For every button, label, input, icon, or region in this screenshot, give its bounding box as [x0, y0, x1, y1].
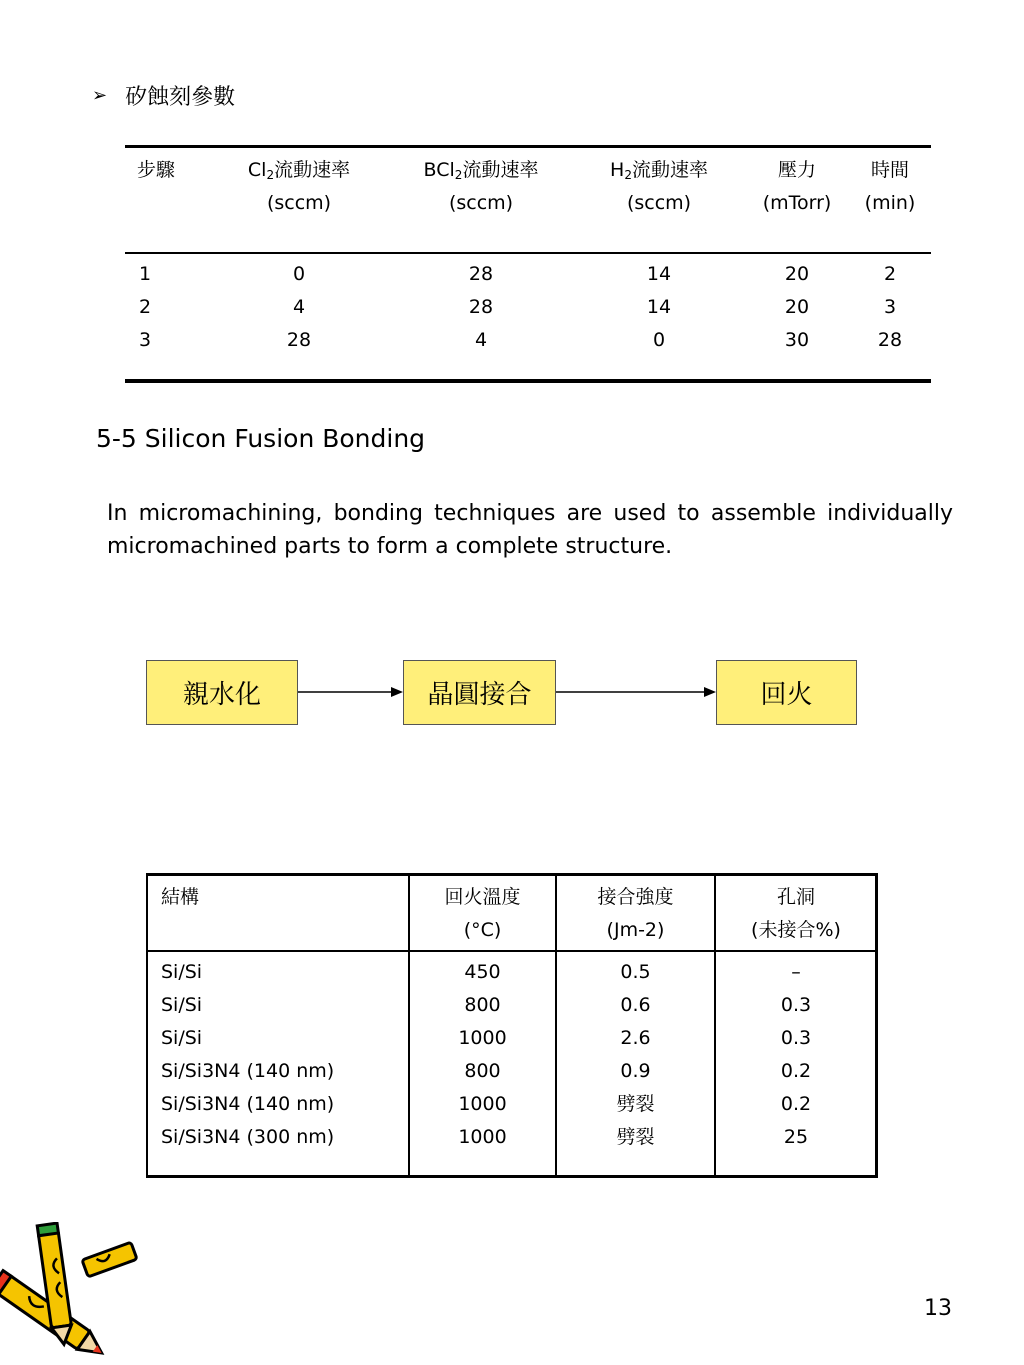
header-voids: 孔洞 (未接合%)	[751, 886, 841, 941]
pencils-icon	[0, 1222, 140, 1362]
arrow-head-2	[704, 687, 716, 697]
header-structure: 結構	[161, 886, 200, 908]
header-time: 時間 (min)	[864, 159, 916, 214]
header-step: 步驟	[137, 159, 176, 181]
column-h2-values: 14 14 0	[646, 263, 672, 351]
page-number: 13	[924, 1296, 952, 1321]
bonding-results-table	[146, 873, 878, 1178]
section-title: 5-5 Silicon Fusion Bonding	[96, 424, 426, 453]
header-h2-flow: $H_2$流動速率 (sccm)	[610, 159, 708, 214]
bullet-heading-text: 矽蝕刻參數	[125, 85, 236, 110]
column-cl2-values: 0 4 28	[286, 263, 312, 351]
header-bcl2-flow: BCl$_2$流動速率 (sccm)	[423, 159, 539, 214]
column-void-values: – 0.3 0.3 0.2 0.2 25	[780, 961, 812, 1148]
column-structure-values: Si/Si Si/Si Si/Si Si/Si3N4 (140 nm) Si/Si3N4 (140 nm) Si/Si3N4 (300 nm)	[161, 961, 335, 1148]
table-top-rule	[125, 145, 931, 148]
column-pressure-values: 20 20 30	[784, 263, 810, 351]
header-cl2-flow: $Cl_2$流動速率 (sccm)	[247, 159, 351, 214]
intro-paragraph: In micromachining, bonding techniques are used to assemble individually micromachined parts to form a complete structure.	[107, 501, 953, 559]
header-anneal-temp: 回火溫度 (°C)	[444, 886, 521, 941]
table-bottom-rule	[125, 379, 931, 383]
arrow-head-1	[391, 687, 403, 697]
arrow-bullet-icon: ➢	[92, 85, 108, 106]
flow-step-wafer-bonding: 晶圓接合	[403, 660, 556, 725]
column-temp-values: 450 800 1000 800 1000 1000	[458, 961, 507, 1148]
header-divider	[146, 950, 878, 952]
bullet-heading	[92, 80, 235, 111]
column-strength-values: 0.5 0.6 2.6 0.9 劈裂 劈裂	[616, 961, 655, 1148]
header-bond-strength: 接合強度 (Jm-2)	[597, 886, 674, 941]
column-step-values: 1 2 3	[139, 263, 152, 351]
table-header-rule	[125, 252, 931, 254]
column-bcl2-values: 28 28 4	[468, 263, 494, 351]
flow-step-annealing: 回火	[716, 660, 857, 725]
flow-step-hydrophilization: 親水化	[146, 660, 298, 725]
column-time-values: 2 3 28	[877, 263, 903, 351]
header-pressure: 壓力 (mTorr)	[762, 159, 832, 214]
